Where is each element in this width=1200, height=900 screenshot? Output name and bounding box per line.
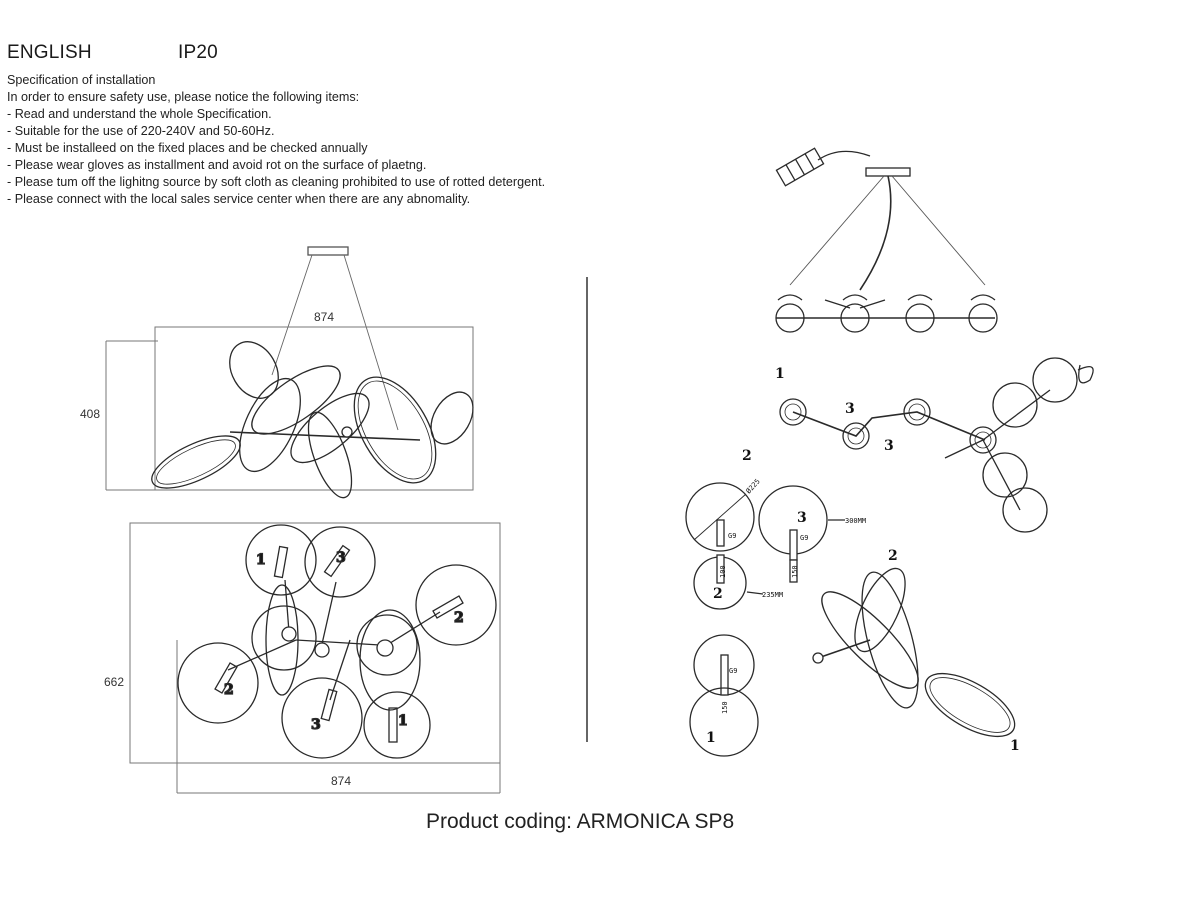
side-bounding-box — [155, 327, 473, 490]
shade-number: 1 — [706, 730, 716, 746]
power-wire — [818, 151, 870, 160]
shade-number: 3 — [311, 717, 321, 733]
step-number: 2 — [888, 548, 898, 564]
diameter-label: Ø225 — [744, 477, 762, 496]
ceiling-canopy — [308, 247, 348, 255]
ring-frame — [916, 661, 1025, 749]
ring-frame — [220, 333, 288, 407]
shade-cap — [778, 295, 995, 300]
suspension-wire — [892, 176, 985, 285]
length-label: 150 — [791, 565, 799, 578]
g9-bulb — [717, 520, 724, 546]
product-code: Product coding: ARMONICA SP8 — [426, 810, 735, 833]
g9-bulb — [790, 530, 797, 560]
spec-title: Specification of installation — [7, 73, 156, 87]
central-arm — [230, 432, 420, 440]
bulb-type-label: G9 — [800, 534, 809, 542]
shade-number: 2 — [224, 682, 234, 698]
rotate-arrow — [1078, 365, 1093, 383]
spec-item: - Please connect with the local sales service center when there are any abnomality. — [7, 192, 471, 206]
length-label: 150 — [721, 701, 729, 714]
spec-item: - Please wear gloves as installment and avoid rot on the surface of plaetng. — [7, 158, 427, 172]
side-view-drawing — [106, 247, 482, 503]
spec-item: - Read and understand the whole Specification. — [7, 107, 272, 121]
length-label: 100 — [719, 565, 727, 578]
arm — [322, 582, 336, 644]
arm — [296, 640, 380, 645]
glass-shade — [1003, 488, 1047, 532]
ring-frame — [151, 431, 241, 493]
shade-number: 2 — [454, 610, 464, 626]
terminal-block — [776, 148, 823, 186]
g9-bulb — [721, 655, 728, 695]
installation-steps-drawing — [686, 148, 1093, 756]
ring-frame — [851, 567, 930, 714]
central-hub — [342, 427, 352, 437]
g9-bulb — [389, 708, 397, 742]
bulb-type-label: G9 — [728, 532, 737, 540]
glass-shade — [983, 453, 1027, 497]
shade-number: 3 — [797, 510, 807, 526]
glass-shade — [1033, 358, 1077, 402]
shade-number: 1 — [398, 713, 408, 729]
shade-1-detail — [690, 688, 758, 756]
spec-item: - Must be installeed on the fixed places and be checked annually — [7, 141, 368, 155]
power-cable — [860, 176, 891, 290]
leader-line — [747, 592, 763, 594]
side-width-dimension: 874 — [314, 310, 335, 324]
arm — [945, 390, 1050, 510]
top-height-dimension: 662 — [104, 675, 125, 689]
size-label: 300MM — [845, 517, 867, 525]
suspension-wire — [344, 255, 398, 430]
arm-chain — [793, 412, 985, 440]
top-width-dimension: 874 — [331, 774, 352, 788]
ring-frame — [227, 370, 313, 481]
shade-number: 3 — [336, 550, 346, 566]
hub — [315, 643, 329, 657]
ring-frame — [145, 425, 247, 498]
hub — [282, 627, 296, 641]
shade-2 — [416, 565, 496, 645]
suspension-wire — [790, 176, 884, 285]
g9-bulb — [274, 547, 287, 578]
ring-frame — [242, 354, 350, 446]
spec-intro: In order to ensure safety use, please notice the following items: — [7, 90, 360, 104]
size-label: 235MM — [762, 591, 784, 599]
spec-item: - Suitable for the use of 220-240V and 50-60Hz. — [7, 124, 275, 138]
g9-bulb — [321, 689, 336, 720]
arm — [387, 612, 440, 645]
side-height-dimension: 408 — [80, 407, 101, 421]
suspension-wire — [272, 255, 312, 375]
ring-frame — [360, 610, 420, 710]
ring-frame — [845, 562, 916, 659]
ring-frame — [337, 363, 452, 496]
step-number: 3 — [884, 438, 894, 454]
bulb-type-label: G9 — [729, 667, 738, 675]
ceiling-canopy — [866, 168, 910, 176]
arm — [818, 640, 870, 658]
ring-frame — [922, 667, 1018, 743]
arm — [228, 640, 296, 670]
step-number: 1 — [1010, 738, 1020, 754]
step-number: 1 — [775, 366, 785, 382]
shade-number: 1 — [256, 552, 266, 568]
spec-item: - Please tum off the lighitng source by soft cloth as cleaning prohibited to use of rotted detergent. — [7, 175, 546, 189]
hub — [813, 653, 823, 663]
ring-frame — [300, 407, 361, 503]
hub — [377, 640, 393, 656]
shade-number: 2 — [713, 586, 723, 602]
ip-rating-label: IP20 — [178, 42, 218, 63]
step-number: 2 — [742, 448, 752, 464]
step-number: 3 — [845, 401, 855, 417]
top-view-drawing — [130, 523, 500, 793]
language-label: ENGLISH — [7, 42, 92, 63]
